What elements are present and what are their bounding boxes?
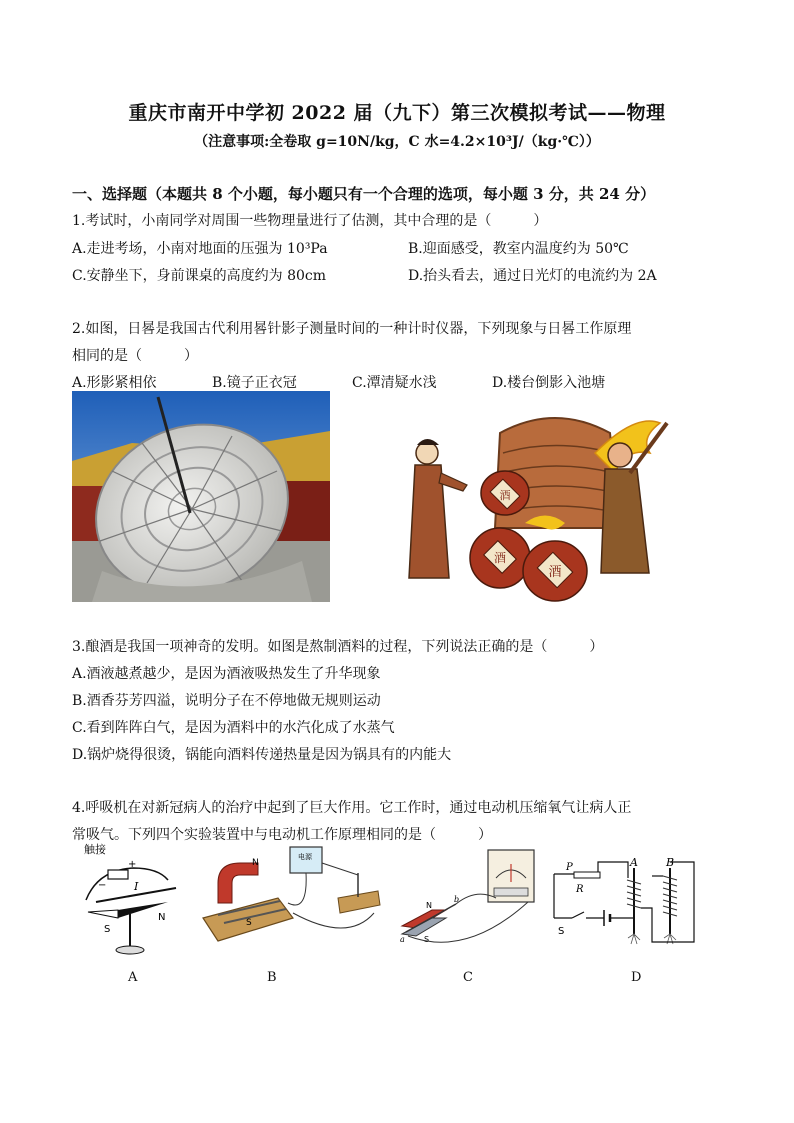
section-heading: 一、选择题（本题共 8 个小题，每小题只有一个合理的选项，每小题 3 分，共 24 分） xyxy=(72,185,656,203)
q2-option-c: C.潭清疑水浅 xyxy=(352,375,437,391)
figure-d-label: D xyxy=(631,970,642,985)
q3-option-a: A.酒液越煮越少，是因为酒液吸热发生了升华现象 xyxy=(72,666,381,682)
jar-label-1: 酒 xyxy=(499,489,511,502)
figure-c-induction xyxy=(396,848,546,948)
sundial-photo xyxy=(72,391,330,602)
page-title: 重庆市南开中学初 2022 届（九下）第三次模拟考试——物理 xyxy=(128,102,666,124)
jar-label-3: 酒 xyxy=(548,565,562,580)
fig-a-plus: + xyxy=(128,859,137,870)
figure-b-rail-motor xyxy=(198,843,386,953)
figure-c-label: C xyxy=(463,970,473,985)
wine-making-illustration xyxy=(405,393,677,606)
fig-b-n: N xyxy=(252,858,259,868)
q1-option-b: B.迎面感受，教室内温度约为 50℃ xyxy=(408,241,629,257)
q4-stem-line1: 4.呼吸机在对新冠病人的治疗中起到了巨大作用。它工作时，通过电动机压缩氧气让病人正 xyxy=(72,800,632,816)
figure-d-electromagnet xyxy=(548,856,698,956)
q3-option-b: B.酒香芬芳四溢，说明分子在不停地做无规则运动 xyxy=(72,693,381,709)
fig-d-coil-a: A xyxy=(630,856,638,869)
q3-stem: 3.酿酒是我国一项神奇的发明。如图是熬制酒料的过程，下列说法正确的是（ ） xyxy=(72,639,604,655)
q2-stem-line2: 相同的是（ ） xyxy=(72,348,198,364)
q2-option-d: D.楼台倒影入池塘 xyxy=(492,375,606,391)
q2-stem-line1: 2.如图，日晷是我国古代利用晷针影子测量时间的一种计时仪器，下列现象与日晷工作原理 xyxy=(72,321,632,337)
fig-a-s: S xyxy=(104,924,111,935)
fig-a-current: I xyxy=(134,880,139,893)
q3-option-c: C.看到阵阵白气，是因为酒料中的水汽化成了水蒸气 xyxy=(72,720,395,736)
fig-c-n: N xyxy=(426,901,432,910)
page-subtitle: （注意事项:全卷取 g=10N/kg，C 水=4.2×10³J/（kg·℃）） xyxy=(194,134,600,150)
fig-c-s: S xyxy=(424,935,430,944)
fig-c-b: b xyxy=(454,895,460,904)
fig-d-s: S xyxy=(558,926,565,937)
q4-stem-line2: 常吸气。下列四个实验装置中与电动机工作原理相同的是（ ） xyxy=(72,827,492,843)
fig-a-touch-label: 触接 xyxy=(84,843,106,856)
q3-option-d: D.锅炉烧得很烫，锅能向酒料传递热量是因为锅具有的内能大 xyxy=(72,747,452,763)
q1-option-c: C.安静坐下，身前课桌的高度约为 80cm xyxy=(72,268,327,284)
fig-a-n: N xyxy=(158,912,166,923)
jar-label-2: 酒 xyxy=(493,551,507,565)
figure-b-label: B xyxy=(267,970,277,985)
figure-a-label: A xyxy=(128,970,138,985)
fig-d-r: R xyxy=(576,884,584,895)
figure-a-oersted xyxy=(78,840,188,958)
q2-option-a: A.形影紧相依 xyxy=(72,375,157,391)
q1-stem: 1.考试时，小南同学对周围一些物理量进行了估测，其中合理的是（ ） xyxy=(72,213,548,229)
fig-b-power: 电源 xyxy=(298,853,312,861)
fig-b-s: S xyxy=(246,918,252,928)
fig-a-minus: − xyxy=(98,880,107,891)
fig-d-coil-b: B xyxy=(666,856,675,869)
fig-c-a: a xyxy=(400,935,405,944)
fig-d-p: P xyxy=(566,862,573,873)
q2-option-b: B.镜子正衣冠 xyxy=(212,375,297,391)
q1-option-a: A.走进考场，小南对地面的压强为 10³Pa xyxy=(72,241,328,257)
q1-option-d: D.抬头看去，通过日光灯的电流约为 2A xyxy=(408,268,657,284)
